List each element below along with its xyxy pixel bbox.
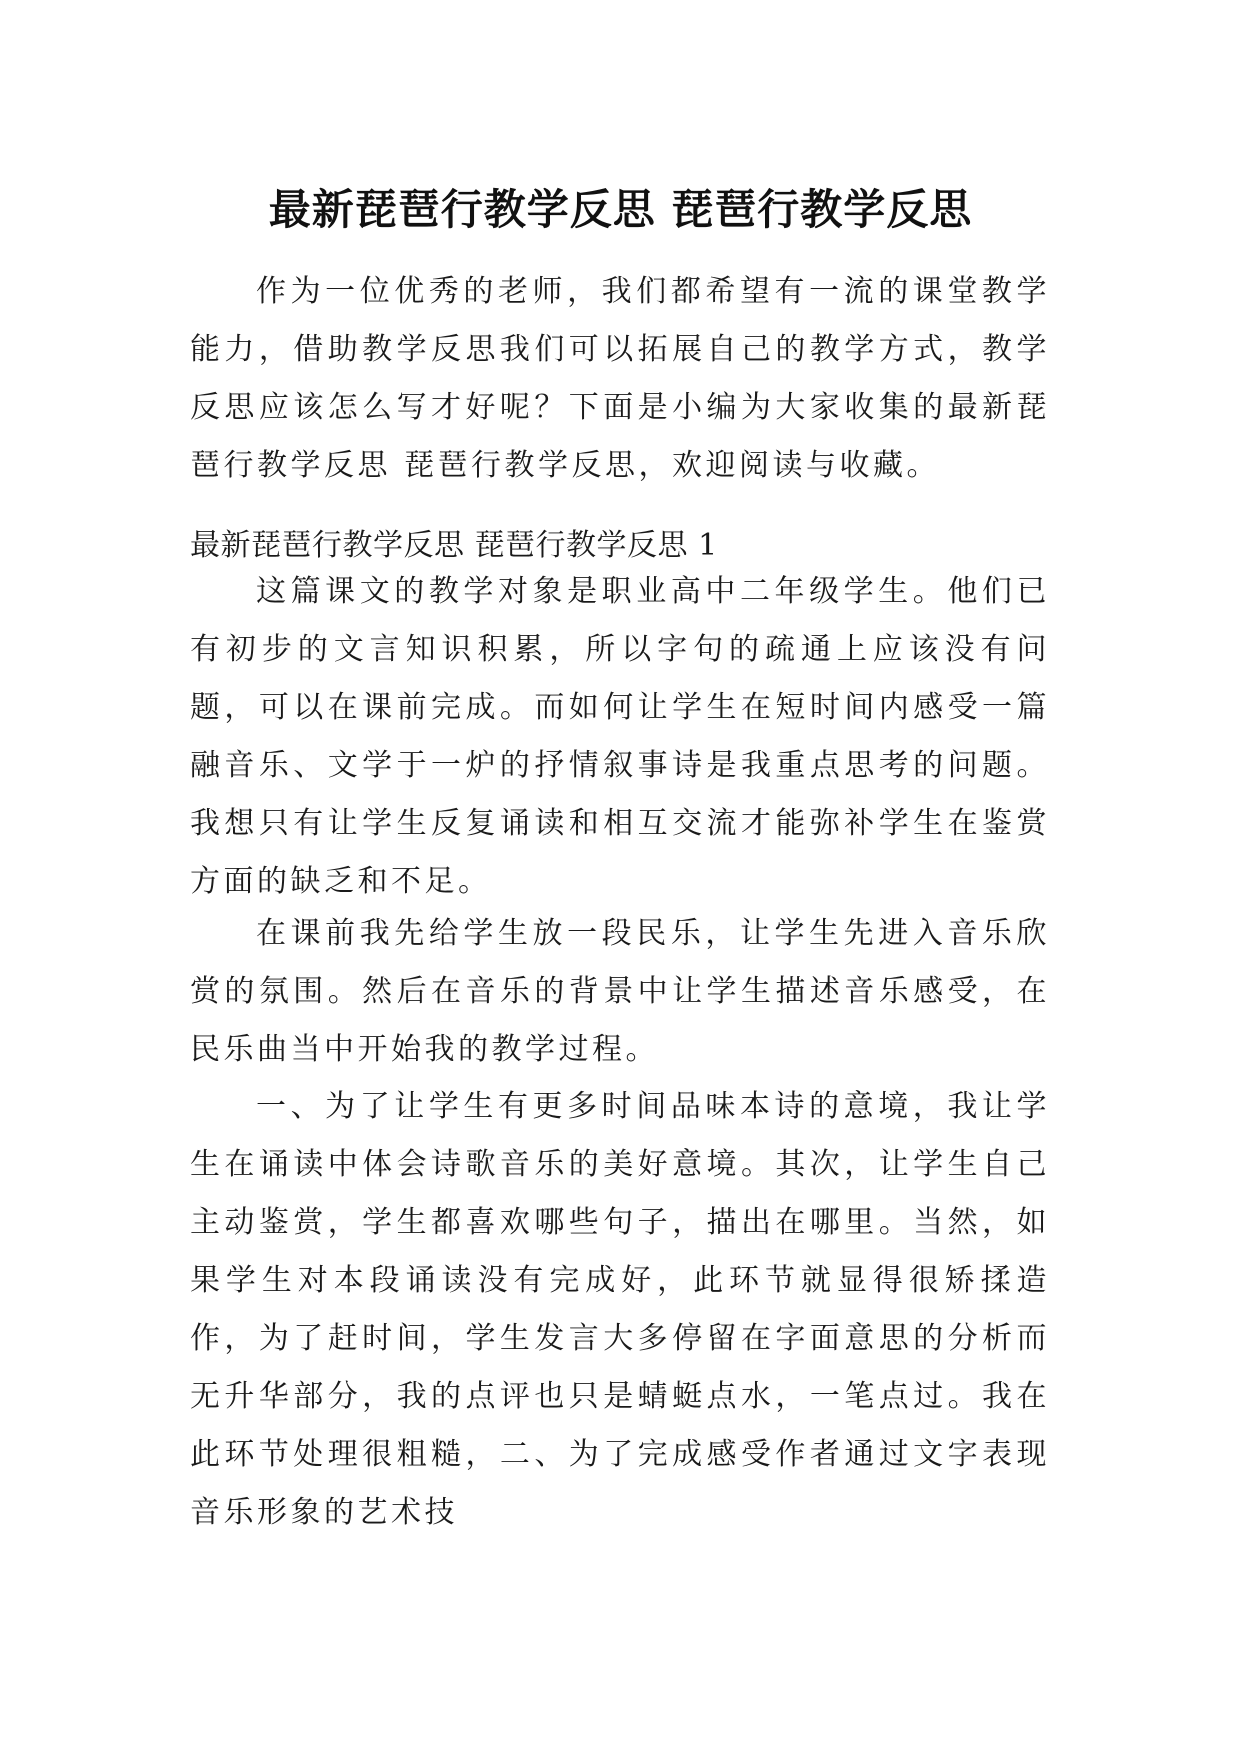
body-paragraph-1: 这篇课文的教学对象是职业高中二年级学生。他们已有初步的文言知识积累，所以字句的疏通上应该没有问题，可以在课前完成。而如何让学生在短时间内感受一篇融音乐、文学于一炉的抒情叙事诗是我重点思考的问题。我想只有让学生反复诵读和相互交流才能弥补学生在鉴赏方面的缺乏和不足。 xyxy=(190,574,1050,899)
document-title: 最新琵琶行教学反思 琵琶行教学反思 xyxy=(268,185,973,235)
body-paragraph-3: 一、为了让学生有更多时间品味本诗的意境，我让学生在诵读中体会诗歌音乐的美好意境。其次，让学生自己主动鉴赏，学生都喜欢哪些句子，描出在哪里。当然，如果学生对本段诵读没有完成好，此环节就显得很矫揉造作，为了赶时间，学生发言大多停留在字面意思的分析而无升华部分，我的点评也只是蜻蜓点水，一笔点过。我在此环节处理很粗糙，二、为了完成感受作者通过文字表现音乐形象的艺术技 xyxy=(190,1089,1050,1530)
body-paragraph-2: 在课前我先给学生放一段民乐，让学生先进入音乐欣赏的氛围。然后在音乐的背景中让学生描述音乐感受，在民乐曲当中开始我的教学过程。 xyxy=(190,916,1050,1067)
section-heading: 最新琵琶行教学反思 琵琶行教学反思 1 xyxy=(190,528,718,563)
intro-paragraph: 作为一位优秀的老师，我们都希望有一流的课堂教学能力，借助教学反思我们可以拓展自己的教学方式，教学反思应该怎么写才好呢？下面是小编为大家收集的最新琵琶行教学反思 琵琶行教学反思，欢迎阅读与收藏。 xyxy=(190,274,1050,483)
